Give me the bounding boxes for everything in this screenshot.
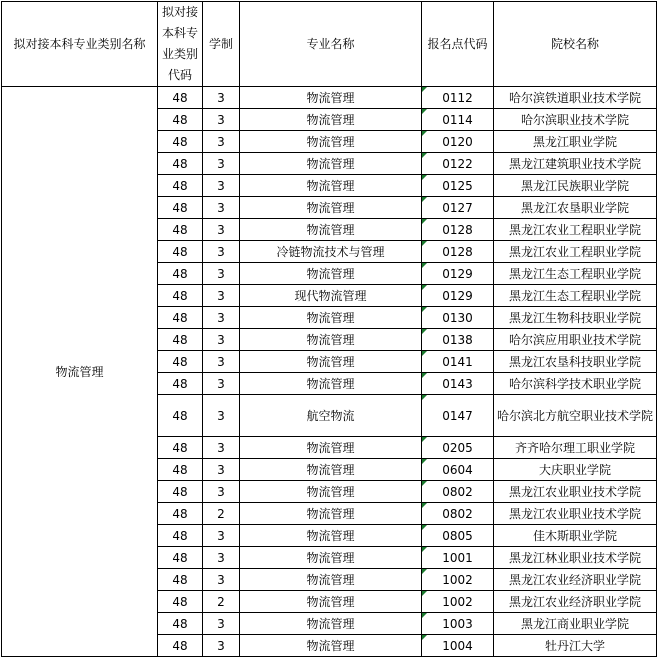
- school-name-cell: 齐齐哈尔理工职业学院: [494, 437, 657, 459]
- duration-cell: 2: [203, 591, 240, 613]
- duration-cell: 3: [203, 329, 240, 351]
- category-code-cell: 48: [158, 569, 203, 591]
- school-name-cell: 黑龙江职业学院: [494, 131, 657, 153]
- duration-cell: 3: [203, 437, 240, 459]
- school-name-cell: 佳木斯职业学院: [494, 525, 657, 547]
- site-code-cell: 0127: [422, 197, 494, 219]
- site-code-cell: 0114: [422, 109, 494, 131]
- site-code-cell: 0128: [422, 219, 494, 241]
- school-name-cell: 哈尔滨应用职业技术学院: [494, 329, 657, 351]
- school-name-cell: 黑龙江农业工程职业学院: [494, 241, 657, 263]
- category-code-cell: 48: [158, 395, 203, 437]
- major-name-cell: 物流管理: [240, 481, 422, 503]
- category-code-cell: 48: [158, 87, 203, 109]
- header-site-code: 报名点代码: [422, 2, 494, 87]
- school-name-cell: 黑龙江农业经济职业学院: [494, 591, 657, 613]
- duration-cell: 3: [203, 395, 240, 437]
- major-name-cell: 物流管理: [240, 569, 422, 591]
- school-name-cell: 黑龙江生物科技职业学院: [494, 307, 657, 329]
- site-code-cell: 0147: [422, 395, 494, 437]
- major-name-cell: 冷链物流技术与管理: [240, 241, 422, 263]
- site-code-cell: 0138: [422, 329, 494, 351]
- school-name-cell: 黑龙江生态工程职业学院: [494, 285, 657, 307]
- site-code-cell: 0125: [422, 175, 494, 197]
- admissions-table: [1, 1, 657, 657]
- duration-cell: 3: [203, 219, 240, 241]
- duration-cell: 3: [203, 87, 240, 109]
- duration-cell: 2: [203, 503, 240, 525]
- major-name-cell: 物流管理: [240, 197, 422, 219]
- table-row: [2, 87, 657, 109]
- category-code-cell: 48: [158, 613, 203, 635]
- site-code-cell: 0129: [422, 263, 494, 285]
- site-code-cell: 1001: [422, 547, 494, 569]
- school-name-cell: 黑龙江农业经济职业学院: [494, 569, 657, 591]
- major-name-cell: 物流管理: [240, 329, 422, 351]
- category-code-cell: 48: [158, 109, 203, 131]
- category-code-cell: 48: [158, 219, 203, 241]
- major-name-cell: 物流管理: [240, 613, 422, 635]
- school-name-cell: 黑龙江商业职业学院: [494, 613, 657, 635]
- category-code-cell: 48: [158, 285, 203, 307]
- category-code-cell: 48: [158, 329, 203, 351]
- duration-cell: 3: [203, 131, 240, 153]
- duration-cell: 3: [203, 635, 240, 657]
- duration-cell: 3: [203, 459, 240, 481]
- school-name-cell: 黑龙江农垦科技职业学院: [494, 351, 657, 373]
- major-name-cell: 物流管理: [240, 153, 422, 175]
- school-name-cell: 哈尔滨职业技术学院: [494, 109, 657, 131]
- major-name-cell: 物流管理: [240, 307, 422, 329]
- site-code-cell: 0128: [422, 241, 494, 263]
- site-code-cell: 1004: [422, 635, 494, 657]
- major-name-cell: 物流管理: [240, 263, 422, 285]
- major-name-cell: 物流管理: [240, 591, 422, 613]
- major-name-cell: 物流管理: [240, 351, 422, 373]
- site-code-cell: 0805: [422, 525, 494, 547]
- site-code-cell: 0120: [422, 131, 494, 153]
- category-code-cell: 48: [158, 351, 203, 373]
- school-name-cell: 哈尔滨北方航空职业技术学院: [494, 395, 657, 437]
- school-name-cell: 大庆职业学院: [494, 459, 657, 481]
- school-name-cell: 哈尔滨铁道职业技术学院: [494, 87, 657, 109]
- duration-cell: 3: [203, 263, 240, 285]
- duration-cell: 3: [203, 547, 240, 569]
- major-name-cell: 物流管理: [240, 437, 422, 459]
- header-major-name: 专业名称: [240, 2, 422, 87]
- site-code-cell: 1002: [422, 569, 494, 591]
- table-body: [2, 87, 657, 657]
- duration-cell: 3: [203, 373, 240, 395]
- major-name-cell: 物流管理: [240, 635, 422, 657]
- site-code-cell: 0141: [422, 351, 494, 373]
- major-name-cell: 航空物流: [240, 395, 422, 437]
- school-name-cell: 黑龙江林业职业技术学院: [494, 547, 657, 569]
- duration-cell: 3: [203, 285, 240, 307]
- category-code-cell: 48: [158, 503, 203, 525]
- duration-cell: 3: [203, 241, 240, 263]
- category-code-cell: 48: [158, 591, 203, 613]
- major-name-cell: 物流管理: [240, 547, 422, 569]
- site-code-cell: 1002: [422, 591, 494, 613]
- category-code-cell: 48: [158, 635, 203, 657]
- header-category-code: 拟对接本科专业类别代码: [158, 2, 203, 87]
- site-code-cell: 0143: [422, 373, 494, 395]
- duration-cell: 3: [203, 613, 240, 635]
- site-code-cell: 0205: [422, 437, 494, 459]
- category-code-cell: 48: [158, 153, 203, 175]
- duration-cell: 3: [203, 569, 240, 591]
- school-name-cell: 哈尔滨科学技术职业学院: [494, 373, 657, 395]
- site-code-cell: 0802: [422, 481, 494, 503]
- duration-cell: 3: [203, 481, 240, 503]
- major-name-cell: 物流管理: [240, 109, 422, 131]
- site-code-cell: 0802: [422, 503, 494, 525]
- major-name-cell: 物流管理: [240, 503, 422, 525]
- header-school-name: 院校名称: [494, 2, 657, 87]
- category-code-cell: 48: [158, 437, 203, 459]
- duration-cell: 3: [203, 175, 240, 197]
- school-name-cell: 黑龙江农业工程职业学院: [494, 219, 657, 241]
- major-name-cell: 物流管理: [240, 219, 422, 241]
- site-code-cell: 0129: [422, 285, 494, 307]
- major-name-cell: 物流管理: [240, 175, 422, 197]
- category-code-cell: 48: [158, 459, 203, 481]
- site-code-cell: 1003: [422, 613, 494, 635]
- duration-cell: 3: [203, 197, 240, 219]
- duration-cell: 3: [203, 525, 240, 547]
- header-category-name: 拟对接本科专业类别名称: [2, 2, 158, 87]
- school-name-cell: 牡丹江大学: [494, 635, 657, 657]
- category-code-cell: 48: [158, 547, 203, 569]
- school-name-cell: 黑龙江民族职业学院: [494, 175, 657, 197]
- duration-cell: 3: [203, 307, 240, 329]
- category-code-cell: 48: [158, 481, 203, 503]
- major-name-cell: 物流管理: [240, 131, 422, 153]
- category-name-cell: 物流管理: [2, 87, 158, 657]
- header-row: [2, 2, 657, 87]
- major-name-cell: 现代物流管理: [240, 285, 422, 307]
- major-name-cell: 物流管理: [240, 87, 422, 109]
- site-code-cell: 0604: [422, 459, 494, 481]
- school-name-cell: 黑龙江农垦职业学院: [494, 197, 657, 219]
- school-name-cell: 黑龙江农业职业技术学院: [494, 481, 657, 503]
- site-code-cell: 0112: [422, 87, 494, 109]
- site-code-cell: 0130: [422, 307, 494, 329]
- school-name-cell: 黑龙江生态工程职业学院: [494, 263, 657, 285]
- duration-cell: 3: [203, 153, 240, 175]
- category-code-cell: 48: [158, 241, 203, 263]
- category-code-cell: 48: [158, 263, 203, 285]
- site-code-cell: 0122: [422, 153, 494, 175]
- duration-cell: 3: [203, 351, 240, 373]
- school-name-cell: 黑龙江建筑职业技术学院: [494, 153, 657, 175]
- category-code-cell: 48: [158, 373, 203, 395]
- category-code-cell: 48: [158, 197, 203, 219]
- major-name-cell: 物流管理: [240, 459, 422, 481]
- category-code-cell: 48: [158, 525, 203, 547]
- header-duration: 学制: [203, 2, 240, 87]
- school-name-cell: 黑龙江农业职业技术学院: [494, 503, 657, 525]
- category-code-cell: 48: [158, 175, 203, 197]
- duration-cell: 3: [203, 109, 240, 131]
- major-name-cell: 物流管理: [240, 373, 422, 395]
- category-code-cell: 48: [158, 307, 203, 329]
- category-code-cell: 48: [158, 131, 203, 153]
- major-name-cell: 物流管理: [240, 525, 422, 547]
